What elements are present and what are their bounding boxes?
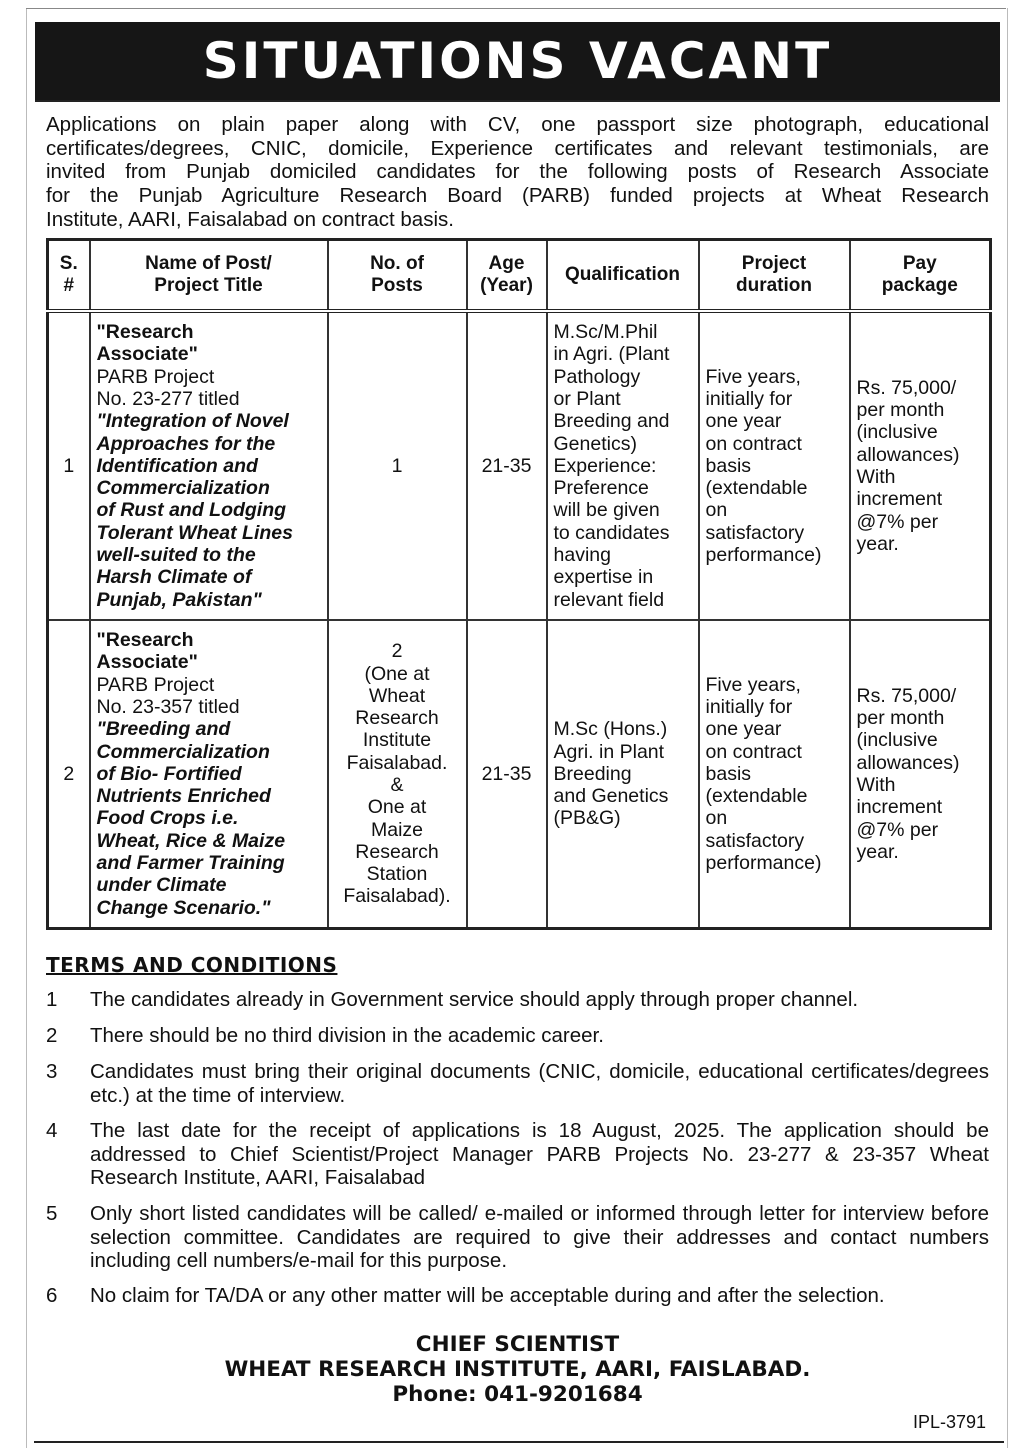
cell-line: With [856,774,896,796]
cell-line: Punjab, Pakistan" [96,588,262,611]
cell-line: of Rust and Lodging [96,499,287,522]
term-item [46,1119,989,1190]
cell-line: one year [705,718,782,741]
cell-line: No. of [370,253,424,274]
cell-line: duration [736,275,812,296]
signatory-phone: Phone: 041-9201684 [392,1382,643,1407]
term-text: There should be no third division in the academic career. [90,1024,604,1047]
cell-line: (extendable [705,785,808,808]
cell-line: Wheat, Rice & Maize [96,829,286,852]
header-qualification [547,240,699,312]
cell-line: "Research [96,321,194,344]
cell-line: basis [705,454,752,477]
cell-line: Station [366,863,428,886]
cell-line: on [705,807,728,830]
term-item [46,1284,989,1308]
cell-line: Pathology [553,365,641,388]
cell-qualification [547,620,699,929]
cell-line: PARB Project [96,673,215,696]
cell-line: satisfactory [705,829,805,852]
header-age [467,240,547,312]
cell-line: Faisalabad). [343,885,451,908]
cell-line: S. [59,253,78,274]
cell-line: allowances) [856,443,960,466]
cell-line: Experience: [553,454,657,477]
cell-post-title [90,311,328,620]
top-rule [26,8,1006,9]
cell-line: Breeding and [553,410,670,433]
intro-line: for the Punjab Agriculture Research Board (PARB) funded projects at Wheat Research [46,184,989,208]
cell-line: performance) [705,544,822,567]
project-title [97,410,321,611]
cell-line: (extendable [705,477,808,500]
term-text: The last date for the receipt of applications is 18 August, 2025. The application should be addressed to Chief Scientist/Project Manager PARB Projects No. 23-277 & 23-357 Wheat Research Institute, AARI, Faisalabad [90,1119,989,1189]
banner-divider [35,100,1000,102]
signatory-title: CHIEF SCIENTIST [415,1332,620,1357]
cell-line: allowances) [856,751,960,774]
cell-line: Project [741,253,807,274]
cell-line: and Farmer Training [96,852,285,875]
cell-line: 2 [391,640,403,663]
cell-line: performance) [705,852,822,875]
cell-line: One at [367,796,427,819]
cell-line: Five years, [705,365,801,388]
cell-line: @7% per [856,510,939,533]
cell-line: initially for [705,387,793,410]
cell-line: Name of Post/ [145,253,272,274]
terms-heading: TERMS AND CONDITIONS [46,953,338,977]
cell-line: basis [705,762,752,785]
cell-line: M.Sc/M.Phil [553,321,658,344]
post-name [97,321,321,366]
cell-line: per month [856,399,945,422]
cell-line: on contract [705,432,802,455]
cell-line: under Climate [96,874,227,897]
cell-line: Research [355,707,439,730]
term-number: 3 [46,1060,58,1083]
signatory-institute: WHEAT RESEARCH INSTITUTE, AARI, FAISLABAD. [224,1357,811,1382]
cell-line: Commercialization [96,740,270,763]
cell-line: Five years, [705,673,801,696]
cell-line: Preference [553,477,649,500]
term-item [46,988,989,1012]
header-pay-package [850,240,991,312]
cell-line: Rs. 75,000/ [856,376,957,399]
cell-line: Nutrients Enriched [96,785,271,808]
cell-sno: 1 [48,311,90,620]
cell-line: (PB&G) [553,807,621,830]
cell-line: one year [705,410,782,433]
term-number: 5 [46,1202,58,1225]
intro-line: Institute, AARI, Faisalabad on contract basis. [46,207,454,231]
cell-age: 21-35 [467,311,547,620]
cell-line: No. 23-277 titled [96,387,240,410]
cell-line: M.Sc (Hons.) [553,718,668,741]
cell-line: package [881,275,958,296]
cell-line: Faisalabad. [346,751,448,774]
intro-paragraph [46,113,989,232]
project-title [97,718,321,919]
cell-line: Wheat [368,684,426,707]
term-text: Candidates must bring their original documents (CNIC, domicile, educational certificates/degrees etc.) at the time of interview. [90,1060,989,1107]
cell-pay-package [850,311,991,620]
cell-line: Rs. 75,000/ [856,684,957,707]
table-row [48,620,991,929]
cell-line: in Agri. (Plant [553,343,670,366]
page-title: SITUATIONS VACANT [35,22,1000,100]
cell-no-of-posts [328,620,467,929]
cell-line: year. [856,532,899,555]
cell-line: relevant field [553,588,665,611]
cell-line: (Year) [480,275,533,296]
cell-line: Food Crops i.e. [96,807,239,830]
cell-sno: 2 [48,620,90,929]
header-no-of-posts [328,240,467,312]
term-number: 2 [46,1024,58,1047]
cell-line: Age [488,253,525,274]
term-number: 1 [46,988,58,1011]
term-text: The candidates already in Government service should apply through proper channel. [90,988,859,1011]
term-number: 4 [46,1119,58,1142]
cell-line: Research [355,840,439,863]
header-post-title [90,240,328,312]
intro-line: Applications on plain paper along with CV, one passport size photograph, educational [46,113,989,136]
cell-no-of-posts [328,311,467,620]
cell-project-duration [699,311,850,620]
cell-line: Posts [371,275,423,296]
cell-line: Approaches for the [96,432,276,455]
term-item [46,1024,989,1048]
cell-line: or Plant [553,387,621,410]
cell-line: "Integration of Novel [96,410,289,433]
cell-line: Agri. in Plant [553,740,665,763]
cell-line: well-suited to the [96,544,256,567]
cell-line: Identification and [96,454,258,477]
cell-line: @7% per [856,818,939,841]
cell-line: to candidates [553,521,670,544]
intro-line: certificates/degrees, CNIC, domicile, Experience certificates and relevant testimonials, are [46,136,989,160]
cell-line: Institute [362,729,432,752]
cell-line: Commercialization [96,477,270,500]
cell-line: & [390,774,404,796]
cell-line: increment [856,488,943,511]
cell-line: Tolerant Wheat Lines [96,521,293,544]
cell-line: Maize [370,818,424,841]
advert-reference: IPL-3791 [912,1412,986,1432]
cell-line: Genetics) [553,432,637,455]
cell-line: of Bio- Fortified [96,762,242,785]
cell-line: having [553,544,611,567]
term-text: Only short listed candidates will be called/ e-mailed or informed through letter for interview before selection committee. Candidates are required to give their addresses and contact numbers including cell numbers/e-mail for this purpose. [90,1202,989,1272]
cell-line: Pay [902,253,937,274]
cell-line: PARB Project [96,365,215,388]
cell-line: Associate" [96,343,198,366]
cell-post-title [90,620,328,929]
cell-line: # [63,275,75,296]
table-header-row [48,240,991,312]
cell-pay-package [850,620,991,929]
intro-line: invited from Punjab domiciled candidates for the following posts of Research Associate [46,160,989,184]
term-text: No claim for TA/DA or any other matter will be acceptable during and after the selection. [90,1284,885,1307]
cell-line: initially for [705,695,793,718]
table-row [48,311,991,620]
cell-line: "Research [96,629,194,652]
cell-line: will be given [553,499,660,522]
cell-line: on [705,499,728,522]
cell-line: per month [856,707,945,730]
project-number [97,674,321,719]
cell-line: year. [856,840,899,863]
cell-age: 21-35 [467,620,547,929]
cell-line: increment [856,796,943,819]
cell-line: With [856,466,896,488]
cell-line: and Genetics [553,785,669,808]
cell-line: expertise in [553,566,654,589]
cell-line: on contract [705,740,802,763]
header-sno [48,240,90,312]
cell-line: "Breeding and [96,718,231,741]
term-item [46,1202,989,1273]
header-project-duration [699,240,850,312]
cell-line: Project Title [154,275,263,296]
term-item [46,1060,989,1107]
cell-qualification [547,311,699,620]
cell-line: 1 [391,454,403,477]
cell-line: satisfactory [705,521,805,544]
post-name [97,629,321,674]
cell-line: (inclusive [856,421,938,444]
cell-line: Harsh Climate of [96,566,252,589]
cell-line: Change Scenario." [96,896,271,919]
cell-line: Associate" [96,651,198,674]
cell-line: Breeding [553,762,632,785]
bottom-rule [34,1441,1004,1443]
cell-project-duration [699,620,850,929]
cell-line: (inclusive [856,729,938,752]
cell-line: Qualification [564,264,681,285]
cell-line: No. 23-357 titled [96,695,240,718]
cell-line: (One at [364,662,430,685]
vacancy-table [46,238,992,930]
term-number: 6 [46,1284,58,1307]
project-number [97,366,321,411]
